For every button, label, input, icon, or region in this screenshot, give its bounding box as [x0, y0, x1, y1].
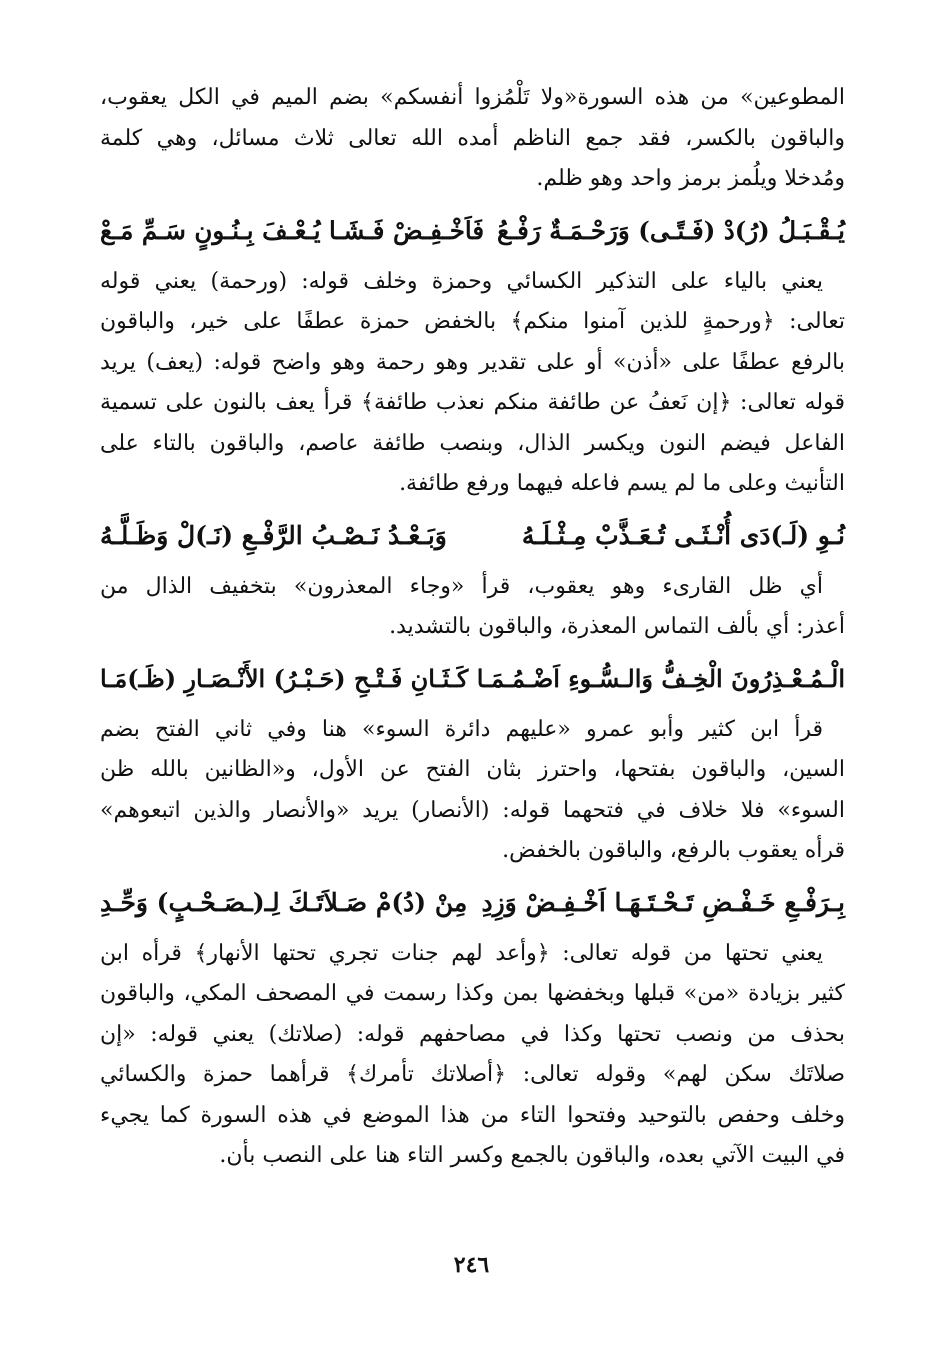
text-line: السين، والباقون بفتحها، واحترز بثان الفتح عن الأول، و«الظانين بالله ظن — [100, 757, 845, 782]
verse-3 — [100, 648, 845, 710]
text-line: قرأ ابن كثير وأبو عمرو «عليهم دائرة السوء» هنا وفي ثاني الفتح بضم — [100, 716, 823, 742]
text-line: صلاتَك سكن لهم» وقوله تعالى: ﴿أصلاتك تأمرك﴾ قرأهما حمزة والكسائي — [100, 1062, 845, 1087]
verse-1-left-hemistich: فَاَخْـفِـضْ فَـشَـا يُـعْـفَ بِـنُـونٍ سَـمِّ مَـعْ — [100, 216, 485, 245]
text-line: في البيت الآتي بعده، والباقون بالجمع وكسر التاء هنا على النصب بأن. — [219, 1143, 845, 1168]
verse-2-left-hemistich: وَبَـعْـدُ نَـصْـبُ الرَّفْـعِ (نَـ)لْ وَظَـلَّـهُ — [100, 521, 447, 550]
verse-3-left-hemistich: كَـثَـانِ فَـتْـحِ (حَـبْـرُ) الأَنْـصَـارِ (ظَـ)مَـا — [100, 664, 469, 693]
text-line: يعني تحتها من قوله تعالى: ﴿وأعد لهم جنات تجري تحتها الأنهار﴾ قرأه ابن — [100, 940, 823, 966]
text-line: السوء» فلا خلاف في فتحهما قوله: (الأنصار) يريد «والأنصار والذين اتبعوهم» — [100, 797, 845, 823]
commentary-paragraph-2 — [100, 262, 845, 505]
text-line: بالرفع عطفًا على «أذن» أو على تقدير وهو رحمة وهو واضح قوله: (يعف) يريد — [100, 349, 845, 375]
verse-1 — [100, 200, 845, 262]
text-line: قرأه يعقوب بالرفع، والباقون بالخفض. — [502, 838, 845, 863]
text-line: وخلف وحفص بالتوحيد وفتحوا التاء من هذا الموضع في هذه السورة كما يجيء — [100, 1102, 845, 1128]
text-line: أي ظل القارىء وهو يعقوب، قرأ «وجاء المعذرون» بتخفيف الذال من — [100, 573, 823, 599]
commentary-paragraph-4 — [100, 710, 845, 872]
text-line: تعالى: ﴿ورحمةٍ للذين آمنوا منكم﴾ بالخفض حمزة عطفًا على خير، والباقون — [100, 309, 845, 334]
verse-2 — [100, 505, 845, 567]
verse-4 — [100, 872, 845, 934]
text-line: يعني بالياء على التذكير الكسائي وحمزة وخلف قوله: (ورحمة) يعني قوله — [100, 268, 823, 294]
text-line: المطوعين» من هذه السورة«ولا تَلْمُزوا أنفسكم» بضم الميم في الكل يعقوب، — [100, 85, 845, 110]
verse-2-right-hemistich: نُـوِ (لَـ)دَى أُنْـثَـى تُـعَـذَّبْ مِـثْـلَـهُ — [521, 521, 845, 550]
text-line: والباقون بالكسر، فقد جمع الناظم أمده الله تعالى ثلاث مسائل، وهي كلمة — [100, 125, 845, 151]
verse-3-right-hemistich: الْـمُـعْـذِرُونَ الْخِـفُّ وَالـسُّـوءِ اَضْـمُـمَـا — [476, 664, 845, 693]
text-line: بحذف من ونصب تحتها وكذا في مصاحفهم قوله: (صلاتك) يعني قوله: «إن — [100, 1021, 845, 1047]
verse-4-left-hemistich: مِنْ (دُ)مْ صَـلاَتَـكَ لِـ(ـصَـحْـبٍ) وَحِّـدِ — [100, 888, 468, 917]
commentary-paragraph-5 — [100, 934, 845, 1177]
commentary-paragraph-3 — [100, 567, 845, 648]
page-content — [100, 78, 845, 1177]
verse-4-right-hemistich: بِـرَفْـعِ خَـفْـضِ تَـحْـتَـهَـا اَخْـفِـضْ وَزِدِ — [481, 888, 845, 917]
text-line: قوله تعالى: ﴿إن نَعفُ عن طائفة منكم نعذب طائفة﴾ قرأ يعف بالنون على تسمية — [100, 390, 845, 415]
verse-1-right-hemistich: يُـقْـبَـلُ (رُ)دْ (فَـتًـى) وَرَحْـمَـةٌ رَفْـعُ — [496, 216, 845, 245]
text-line: التأنيث وعلى ما لم يسم فاعله فيهما ورفع طائفة. — [399, 471, 845, 496]
text-line: أعذر: أي بألف التماس المعذرة، والباقون بالتشديد. — [389, 614, 845, 639]
text-line: ومُدخلا ويلُمز برمز واحد وهو ظلم. — [536, 166, 845, 191]
commentary-paragraph-1 — [100, 78, 845, 200]
text-line: الفاعل فيضم النون ويكسر الذال، وبنصب طائفة عاصم، والباقون بالتاء على — [100, 430, 845, 456]
page-number: ٢٤٦ — [453, 1252, 490, 1278]
text-line: كثير بزيادة «من» قبلها وبخفضها بمن وكذا رسمت في المصحف المكي، والباقون — [100, 981, 845, 1006]
